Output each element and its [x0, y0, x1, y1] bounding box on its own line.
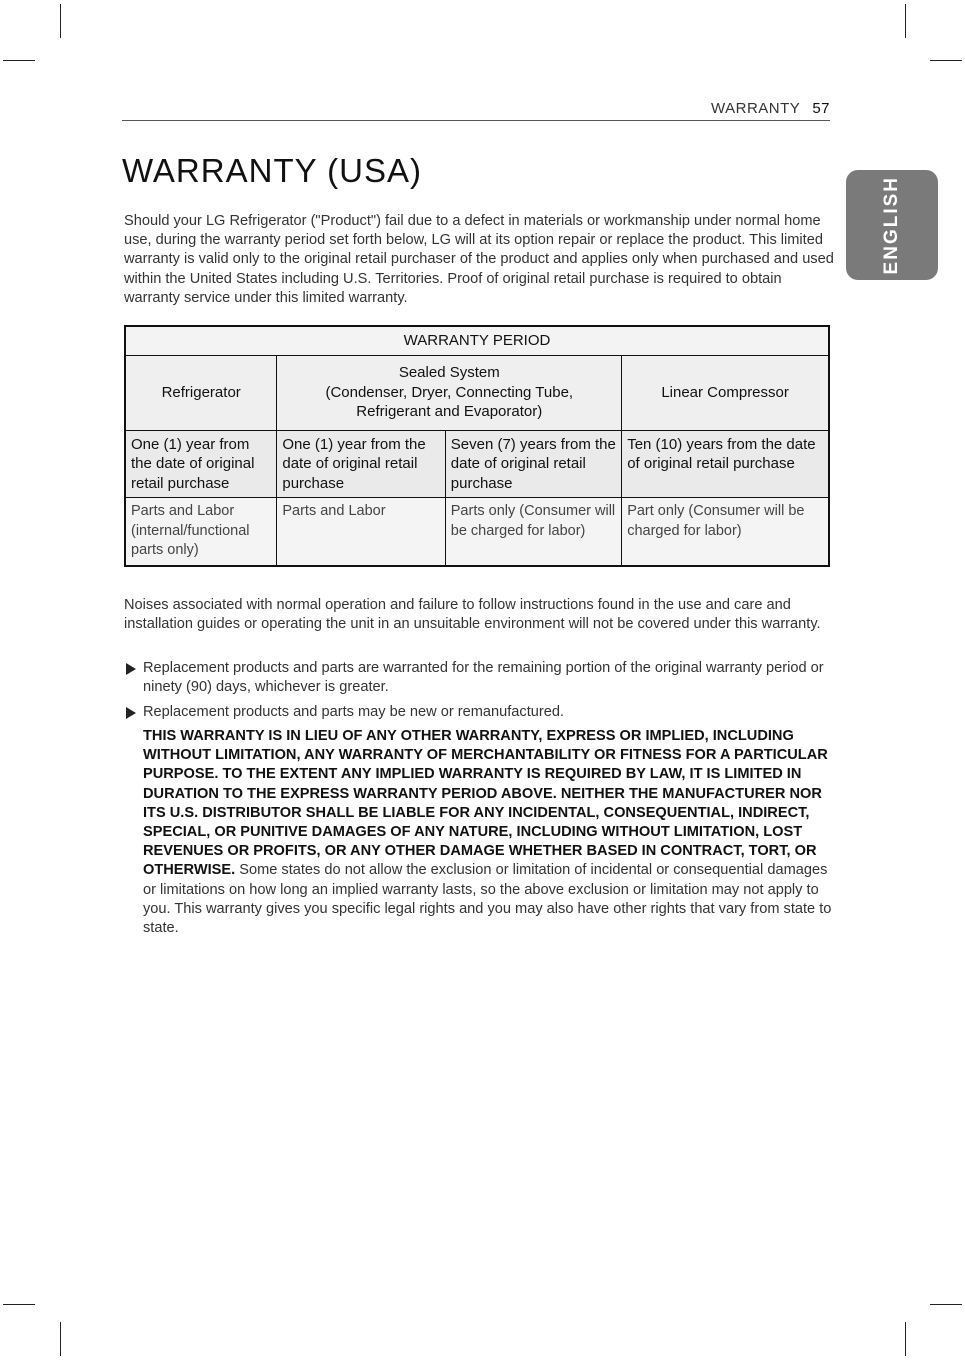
disclaimer-text: Some states do not allow the exclusion or limitation of incidental or consequential damages or limitations on how long an implied warranty lasts, so the above exclusion or limitation may not apply to you. This warranty gives you specific legal rights and you may also have other rights that vary from state to state. — [143, 862, 832, 937]
refrigerator-header: Refrigerator — [125, 355, 277, 430]
period-cell: Seven (7) years from the date of original retail purchase — [445, 430, 621, 498]
header-section: WARRANTY — [711, 100, 801, 117]
crop-mark — [60, 1322, 61, 1356]
legal-disclaimer — [143, 727, 833, 938]
coverage-cell: Part only (Consumer will be charged for labor) — [622, 498, 829, 566]
period-cell: Ten (10) years from the date of original retail purchase — [622, 430, 829, 498]
linear-compressor-header: Linear Compressor — [622, 355, 829, 430]
disclaimer-caps-text: THIS WARRANTY IS IN LIEU OF ANY OTHER WARRANTY, EXPRESS OR IMPLIED, INCLUDING WITHOUT LIMITATION, ANY WARRANTY OF MERCHANTABILITY OR FITNESS FOR A PARTICULAR PURPOSE. TO THE EXTENT ANY IMPLIED WARRANTY IS REQUIRED BY LAW, IT IS LIMITED IN DURATION TO THE EXPRESS WARRANTY PERIOD ABOVE. NEITHER THE MANUFACTURER NOR ITS U.S. DISTRIBUTOR SHALL BE LIABLE FOR ANY INCIDENTAL, CONSEQUENTIAL, INDIRECT, SPECIAL, OR PUNITIVE DAMAGES OF ANY NATURE, INCLUDING WITHOUT LIMITATION, LOST REVENUES OR PROFITS, OR ANY OTHER DAMAGE WHETHER BASED IN CONTRACT, TORT, OR OTHERWISE. — [143, 728, 828, 879]
crop-mark — [905, 1322, 906, 1356]
bullet-text: Replacement products and parts may be new or remanufactured. — [143, 704, 565, 720]
running-header — [122, 100, 830, 121]
language-tab-label: ENGLISH — [881, 175, 902, 275]
sealed-system-header — [277, 355, 622, 430]
crop-mark — [3, 1304, 35, 1305]
page-number: 57 — [812, 100, 830, 117]
warranty-table — [124, 325, 830, 567]
warranty-period-header: WARRANTY PERIOD — [125, 326, 829, 355]
crop-mark — [60, 4, 61, 38]
bullet-item — [124, 659, 834, 697]
sealed-system-line-3: Refrigerant and Evaporator) — [356, 403, 543, 421]
crop-mark — [930, 60, 962, 61]
coverage-cell: Parts and Labor (internal/functional parts only) — [125, 498, 277, 566]
coverage-cell: Parts only (Consumer will be charged for labor) — [445, 498, 621, 566]
sealed-system-line-1: Sealed System — [398, 364, 500, 382]
intro-paragraph: Should your LG Refrigerator ("Product") fail due to a defect in materials or workmanship under normal home use, during the warranty period set forth below, LG will at its option repair or replace the product. This limited warranty is valid only to the original retail purchaser of the product and applies only when purchased and used within the United States including U.S. Territories. Proof of original retail purchase is required to obtain warranty service under this limited warranty. — [124, 213, 834, 306]
language-tab — [846, 170, 938, 280]
triangle-bullet-icon — [126, 663, 136, 675]
bullet-item — [124, 703, 834, 722]
crop-mark — [905, 4, 906, 38]
crop-mark — [930, 1304, 962, 1305]
exclusions-paragraph: Noises associated with normal operation and failure to follow instructions found in the use and care and installation guides or operating the unit in an unsuitable environment will not be covered under this warranty. — [124, 597, 821, 633]
bullet-text: Replacement products and parts are warranted for the remaining portion of the original warranty period or ninety (90) days, whichever is greater. — [143, 660, 824, 696]
triangle-bullet-icon — [126, 707, 136, 719]
sealed-system-line-2: (Condenser, Dryer, Connecting Tube, — [325, 383, 574, 401]
crop-mark — [3, 60, 35, 61]
period-cell: One (1) year from the date of original retail purchase — [277, 430, 445, 498]
coverage-cell: Parts and Labor — [277, 498, 445, 566]
page-title: WARRANTY (USA) — [122, 152, 423, 189]
period-cell: One (1) year from the date of original retail purchase — [125, 430, 277, 498]
